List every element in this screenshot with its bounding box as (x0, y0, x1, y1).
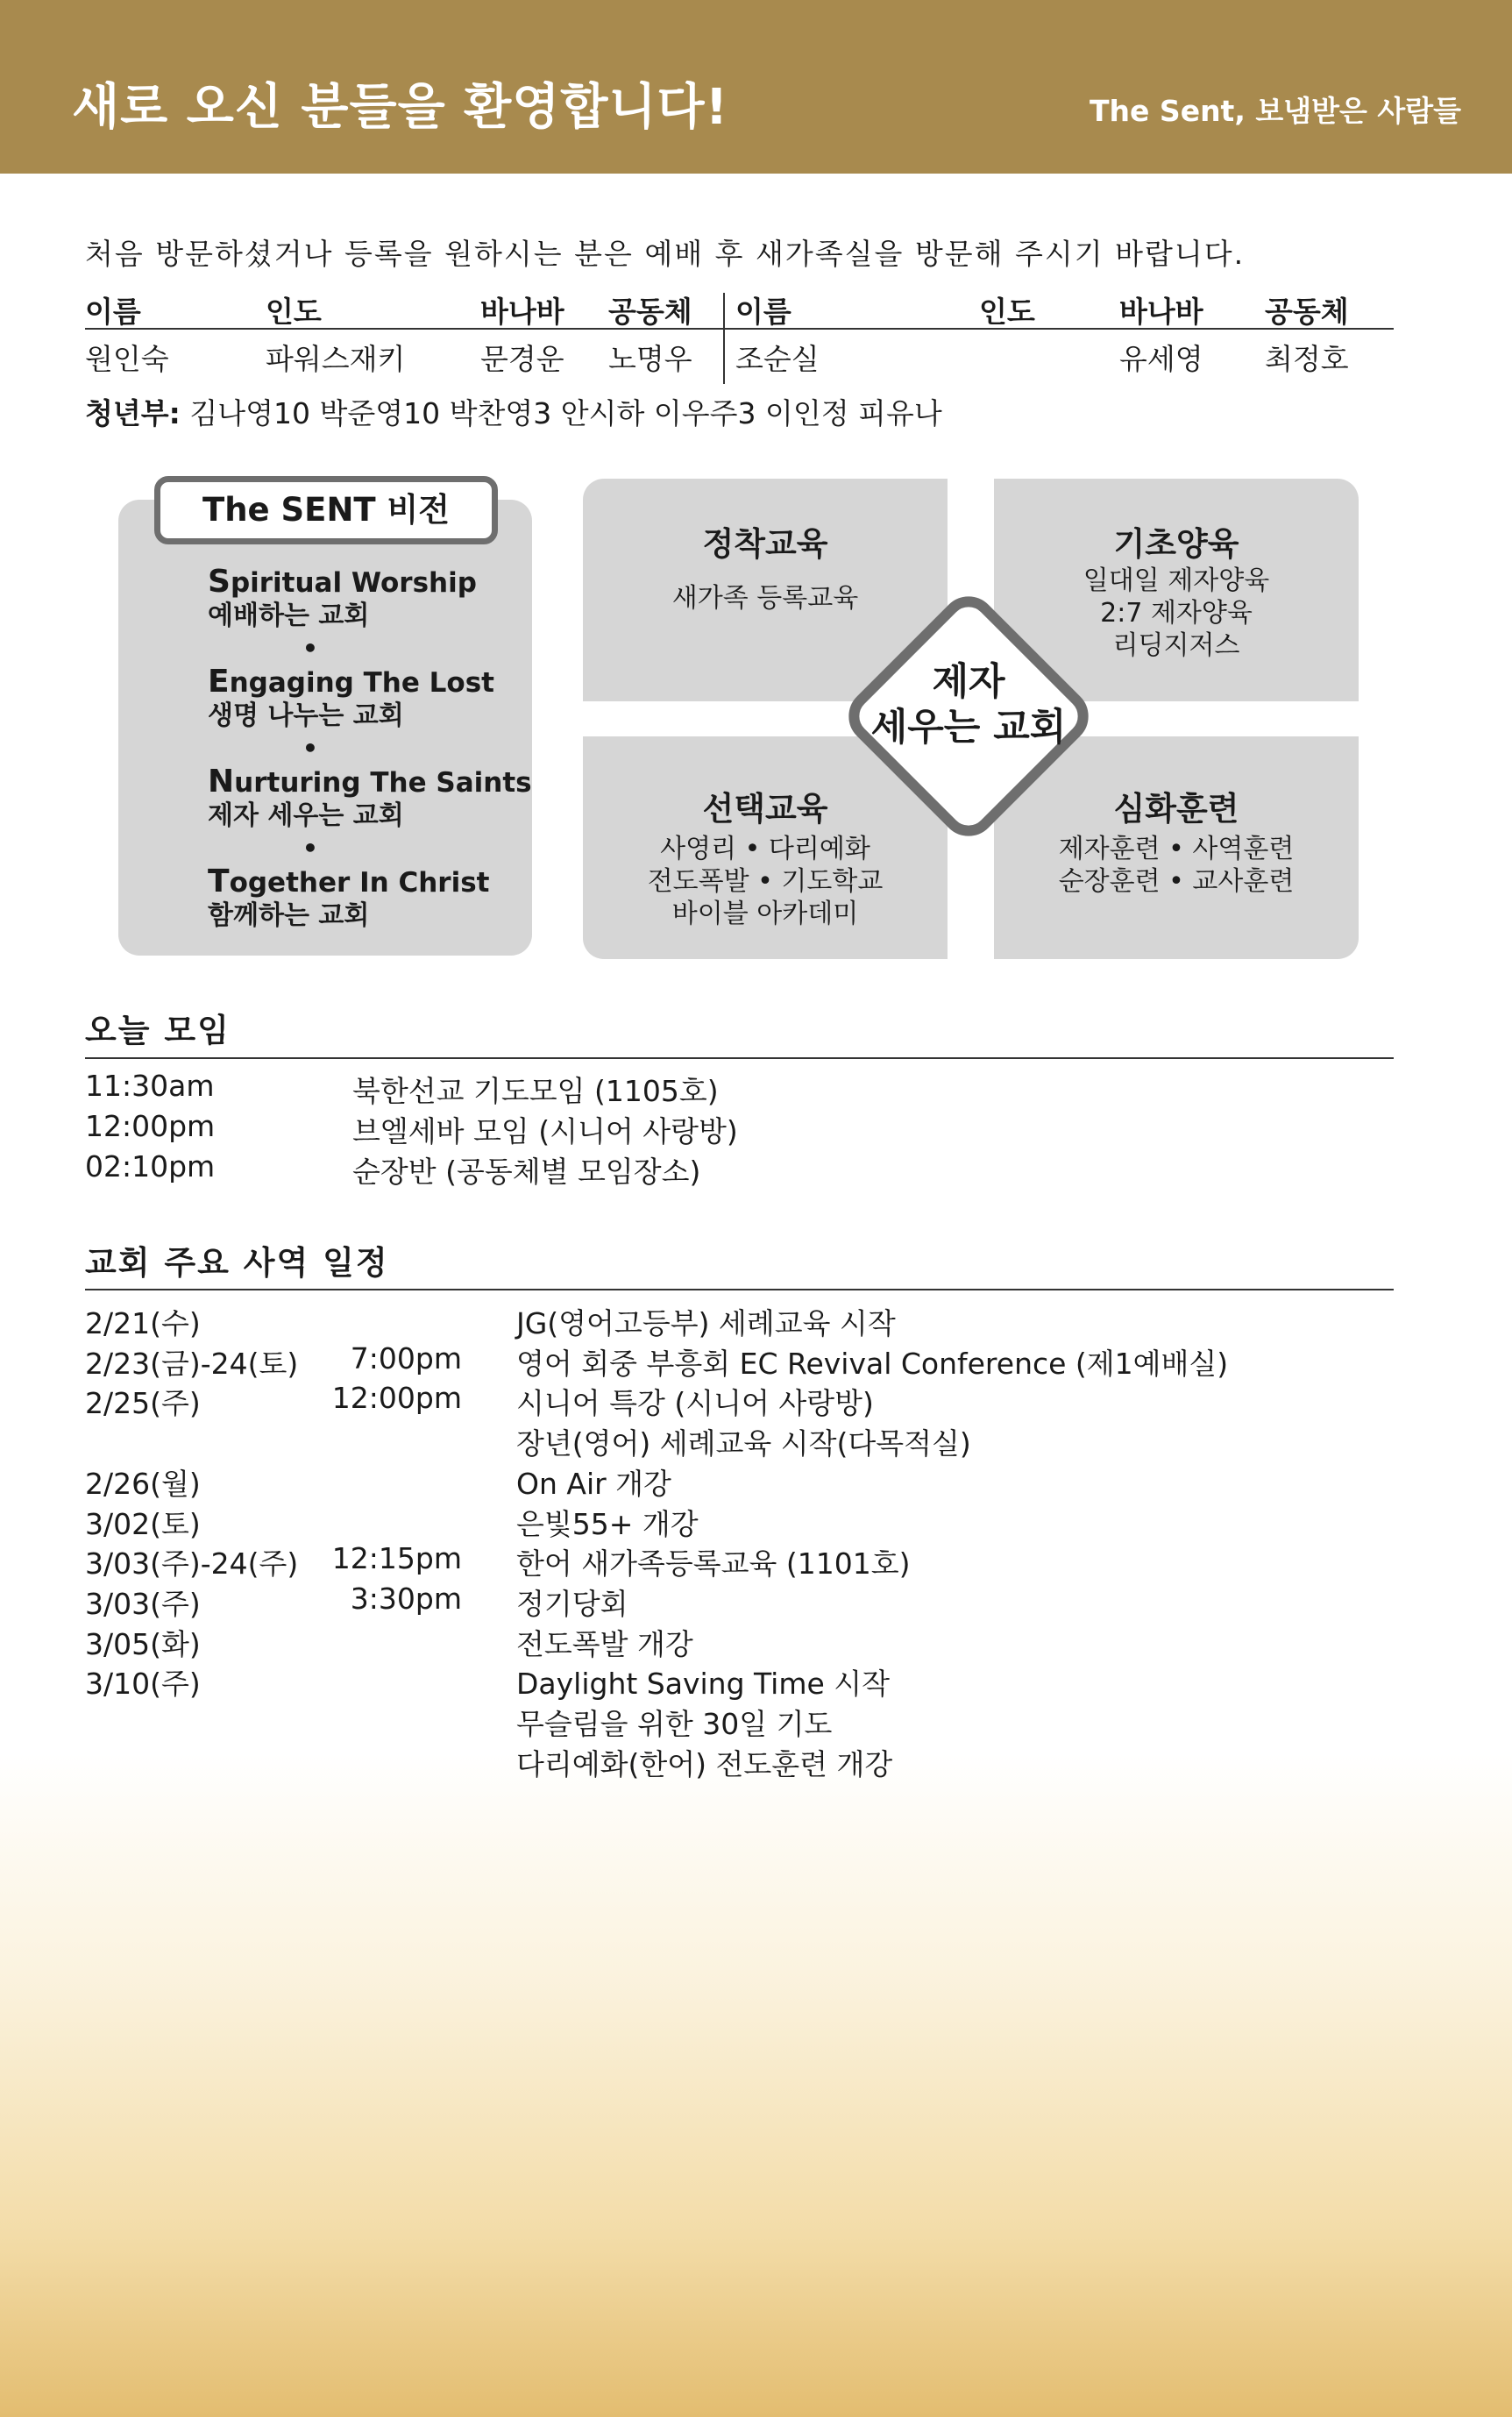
vision-item (208, 865, 532, 932)
schedule-title: 교회 주요 사역 일정 (85, 1244, 389, 1282)
vision-item (208, 565, 532, 632)
row-event: 브엘세바 모임 (시니어 사랑방) (352, 1114, 738, 1148)
row-event: 순장반 (공동체별 모임장소) (352, 1155, 701, 1189)
row-time: 11:30am (85, 1069, 215, 1103)
column-divider (723, 293, 725, 384)
intro-text: 처음 방문하셨거나 등록을 원하시는 분은 예배 후 새가족실을 방문해 주시기 바랍니다. (85, 237, 1246, 271)
bullet-dot: • (302, 634, 318, 663)
page-title: 새로 오신 분들을 환영합니다! (72, 79, 729, 136)
quadrant-line: 리딩지저스 (1112, 630, 1240, 661)
row-date: 3/02(토) (85, 1507, 201, 1541)
cell-name: 원인숙 (85, 342, 169, 376)
row-event: 영어 회중 부흥회 EC Revival Conference (제1예배실) (516, 1347, 1229, 1381)
row-event: Daylight Saving Time 시작 (516, 1667, 891, 1701)
row-event: 다리예화(한어) 전도훈련 개강 (516, 1747, 893, 1781)
row-date: 2/21(수) (85, 1306, 201, 1340)
vision-initial: E (208, 664, 230, 700)
vision-title: The SENT 비전 (154, 476, 498, 544)
cell-community: 노명우 (608, 342, 692, 376)
row-event: 장년(영어) 세례교육 시작(다목적실) (516, 1426, 971, 1461)
row-event: 전도폭발 개강 (516, 1627, 693, 1661)
row-time: 02:10pm (85, 1149, 216, 1184)
header-community: 공동체 (608, 295, 692, 329)
quadrant-line: 일대일 제자양육 (1083, 565, 1270, 596)
row-event: 은빛55+ 개강 (516, 1507, 699, 1541)
vision-initial: T (208, 864, 230, 899)
vision-item (208, 665, 532, 732)
vision-english: ngaging The Lost (229, 667, 494, 699)
quadrant-line: 새가족 등록교육 (671, 583, 859, 614)
row-date: 3/05(화) (85, 1627, 201, 1661)
vision-korean: 함께하는 교회 (208, 900, 370, 931)
youth-label: 청년부: (85, 396, 181, 430)
header-barnabas: 바나바 (1119, 295, 1203, 329)
cell-guide: 파워스재키 (266, 342, 406, 376)
cell-name: 조순실 (735, 342, 820, 376)
section-divider (85, 1289, 1394, 1290)
row-time: 12:00pm (331, 1381, 462, 1415)
center-label (841, 659, 1096, 750)
vision-initial: S (208, 564, 231, 600)
row-date: 2/25(주) (85, 1386, 201, 1420)
youth-line (85, 391, 942, 432)
quadrant-line: 바이블 아카데미 (671, 899, 859, 929)
header-name: 이름 (85, 295, 141, 329)
row-date: 3/03(주) (85, 1587, 201, 1621)
center-line: 세우는 교회 (870, 706, 1067, 750)
header-banner (0, 0, 1512, 174)
row-time: 12:15pm (331, 1541, 462, 1575)
row-event: 시니어 특강 (시니어 사랑방) (516, 1386, 874, 1420)
vision-english: piritual Worship (230, 567, 477, 599)
vision-korean: 제자 세우는 교회 (208, 800, 404, 831)
row-date: 3/03(주)-24(주) (85, 1546, 299, 1581)
header-name: 이름 (735, 295, 791, 329)
vision-item (208, 765, 532, 832)
row-event: JG(영어고등부) 세례교육 시작 (516, 1306, 896, 1340)
vision-english: urturing The Saints (234, 767, 532, 799)
cell-barnabas: 유세영 (1119, 342, 1203, 376)
quadrant-title: 선택교육 (702, 790, 828, 828)
cell-barnabas: 문경운 (480, 342, 564, 376)
registration-header (85, 284, 1394, 330)
row-time: 3:30pm (350, 1582, 462, 1616)
row-time: 12:00pm (85, 1109, 216, 1143)
quadrant-line: 제자훈련 • 사역훈련 (1058, 834, 1295, 864)
registration-table (85, 284, 1394, 379)
registration-row (85, 330, 1394, 379)
center-line: 제자 (932, 660, 1005, 704)
quadrant-line: 사영리 • 다리예화 (660, 834, 870, 864)
cell-community: 최정호 (1265, 342, 1349, 376)
youth-names: 김나영10 박준영10 박찬영3 안시하 이우주3 이인정 피유나 (189, 396, 942, 430)
page-subtitle: The Sent, 보냄받은 사람들 (1090, 94, 1461, 128)
row-event: 정기당회 (516, 1587, 628, 1621)
quadrant-line: 순장훈련 • 교사훈련 (1058, 866, 1295, 897)
quadrant-line: 2:7 제자양육 (1100, 598, 1253, 629)
bullet-dot: • (302, 734, 318, 763)
vision-initial: N (208, 764, 235, 800)
row-time: 7:00pm (350, 1341, 462, 1376)
row-event: 무슬림을 위한 30일 기도 (516, 1707, 833, 1741)
row-event: 한어 새가족등록교육 (1101호) (516, 1546, 911, 1581)
section-divider (85, 1057, 1394, 1059)
vision-korean: 생명 나누는 교회 (208, 700, 404, 731)
row-date: 2/23(금)-24(토) (85, 1347, 299, 1381)
header-guide: 인도 (266, 295, 322, 329)
vision-english: ogether In Christ (229, 867, 490, 899)
bullet-dot: • (302, 834, 318, 863)
quadrant-line: 전도폭발 • 기도학교 (647, 866, 884, 897)
quadrant-title: 심화훈련 (1113, 790, 1239, 828)
quadrant-title: 정착교육 (702, 525, 828, 563)
header-guide: 인도 (979, 295, 1035, 329)
vision-list (208, 565, 532, 932)
today-title: 오늘 모임 (85, 1012, 231, 1049)
row-date: 3/10(주) (85, 1667, 201, 1701)
row-event: 북한선교 기도모임 (1105호) (352, 1074, 719, 1108)
header-barnabas: 바나바 (480, 295, 564, 329)
quadrant-title: 기초양육 (1113, 525, 1239, 563)
vision-korean: 예배하는 교회 (208, 601, 370, 631)
row-event: On Air 개강 (516, 1467, 671, 1501)
header-community: 공동체 (1265, 295, 1349, 329)
row-date: 2/26(월) (85, 1467, 201, 1501)
